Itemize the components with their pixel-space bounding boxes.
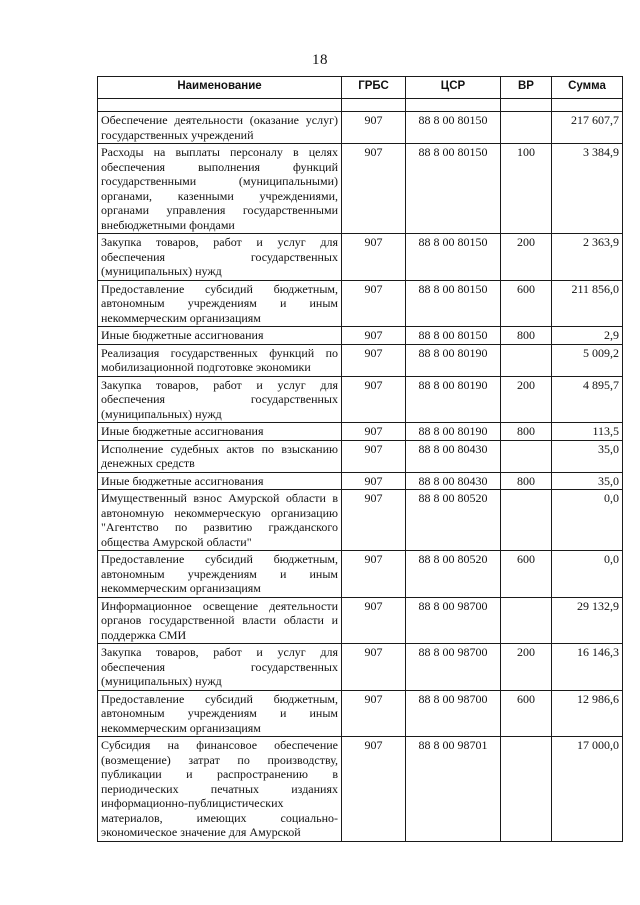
table-row (98, 644, 623, 691)
row-sum-cell: 5 009,2 (552, 344, 623, 376)
header-grbs: ГРБС (342, 77, 406, 99)
row-vr-cell (501, 440, 552, 472)
row-vr-cell (501, 344, 552, 376)
row-csr-cell: 88 8 00 80150 (406, 112, 501, 144)
table-row (98, 144, 623, 234)
row-grbs-cell: 907 (342, 327, 406, 345)
row-name-cell: Информационное освещение деятельности органов государственной власти области и поддержка СМИ (98, 597, 342, 644)
table-row (98, 472, 623, 490)
header-spacer-row (98, 99, 623, 112)
row-csr-cell: 88 8 00 80190 (406, 423, 501, 441)
row-grbs-cell: 907 (342, 112, 406, 144)
row-name-cell: Закупка товаров, работ и услуг для обеспечения государственных (муниципальных) нужд (98, 376, 342, 423)
row-name-cell: Субсидия на финансовое обеспечение (возмещение) затрат по производству, публикации и распространению в периодических печатных изданиях информационно-публицистических материалов, имеющих социально-экономическое значение для Амурской (98, 737, 342, 842)
table-row (98, 597, 623, 644)
row-vr-cell: 200 (501, 644, 552, 691)
table-row (98, 344, 623, 376)
table-row (98, 376, 623, 423)
table-row (98, 112, 623, 144)
table-row (98, 490, 623, 551)
row-name-cell: Реализация государственных функций по мобилизационной подготовке экономики (98, 344, 342, 376)
row-grbs-cell: 907 (342, 234, 406, 281)
row-csr-cell: 88 8 00 80150 (406, 234, 501, 281)
row-name-cell: Предоставление субсидий бюджетным, автономным учреждениям и иным некоммерческим организациям (98, 551, 342, 598)
row-sum-cell: 3 384,9 (552, 144, 623, 234)
row-sum-cell: 113,5 (552, 423, 623, 441)
row-sum-cell: 0,0 (552, 551, 623, 598)
budget-table (97, 76, 623, 842)
page-number: 18 (312, 52, 328, 68)
row-vr-cell (501, 737, 552, 842)
row-grbs-cell: 907 (342, 737, 406, 842)
row-name-cell: Обеспечение деятельности (оказание услуг) государственных учреждений (98, 112, 342, 144)
row-grbs-cell: 907 (342, 490, 406, 551)
row-name-cell: Закупка товаров, работ и услуг для обеспечения государственных (муниципальных) нужд (98, 234, 342, 281)
header-csr: ЦСР (406, 77, 501, 99)
row-grbs-cell: 907 (342, 644, 406, 691)
row-csr-cell: 88 8 00 80150 (406, 327, 501, 345)
row-grbs-cell: 907 (342, 440, 406, 472)
row-grbs-cell: 907 (342, 597, 406, 644)
row-vr-cell: 800 (501, 327, 552, 345)
row-csr-cell: 88 8 00 80520 (406, 551, 501, 598)
row-vr-cell: 800 (501, 423, 552, 441)
row-grbs-cell: 907 (342, 551, 406, 598)
table-row (98, 440, 623, 472)
row-name-cell: Расходы на выплаты персоналу в целях обеспечения выполнения функций государственными (муниципальными) органами, казенными учреждениями, органами управления государственными внебюджетными фондами (98, 144, 342, 234)
header-name: Наименование (98, 77, 342, 99)
row-csr-cell: 88 8 00 98700 (406, 690, 501, 737)
row-sum-cell: 12 986,6 (552, 690, 623, 737)
row-vr-cell: 200 (501, 376, 552, 423)
row-name-cell: Иные бюджетные ассигнования (98, 327, 342, 345)
row-vr-cell: 800 (501, 472, 552, 490)
row-grbs-cell: 907 (342, 280, 406, 327)
row-csr-cell: 88 8 00 80430 (406, 440, 501, 472)
row-grbs-cell: 907 (342, 690, 406, 737)
row-sum-cell: 217 607,7 (552, 112, 623, 144)
row-vr-cell: 200 (501, 234, 552, 281)
row-grbs-cell: 907 (342, 344, 406, 376)
table-header-row (98, 77, 623, 99)
row-sum-cell: 2 363,9 (552, 234, 623, 281)
row-csr-cell: 88 8 00 98701 (406, 737, 501, 842)
row-name-cell: Исполнение судебных актов по взысканию денежных средств (98, 440, 342, 472)
row-sum-cell: 4 895,7 (552, 376, 623, 423)
row-name-cell: Иные бюджетные ассигнования (98, 423, 342, 441)
row-vr-cell: 600 (501, 280, 552, 327)
row-csr-cell: 88 8 00 98700 (406, 597, 501, 644)
row-grbs-cell: 907 (342, 144, 406, 234)
row-sum-cell: 17 000,0 (552, 737, 623, 842)
row-sum-cell: 2,9 (552, 327, 623, 345)
row-sum-cell: 211 856,0 (552, 280, 623, 327)
row-grbs-cell: 907 (342, 472, 406, 490)
row-sum-cell: 16 146,3 (552, 644, 623, 691)
table-row (98, 423, 623, 441)
row-csr-cell: 88 8 00 98700 (406, 644, 501, 691)
table-row (98, 234, 623, 281)
row-grbs-cell: 907 (342, 423, 406, 441)
row-csr-cell: 88 8 00 80150 (406, 280, 501, 327)
row-vr-cell: 600 (501, 551, 552, 598)
row-vr-cell (501, 597, 552, 644)
row-csr-cell: 88 8 00 80150 (406, 144, 501, 234)
row-vr-cell: 100 (501, 144, 552, 234)
row-vr-cell (501, 112, 552, 144)
row-vr-cell (501, 490, 552, 551)
table-row (98, 280, 623, 327)
row-grbs-cell: 907 (342, 376, 406, 423)
row-name-cell: Имущественный взнос Амурской области в автономную некоммерческую организацию "Агентство по развитию гражданского общества Амурской области" (98, 490, 342, 551)
table-row (98, 690, 623, 737)
row-sum-cell: 35,0 (552, 472, 623, 490)
row-name-cell: Иные бюджетные ассигнования (98, 472, 342, 490)
row-name-cell: Предоставление субсидий бюджетным, автономным учреждениям и иным некоммерческим организациям (98, 280, 342, 327)
header-sum: Сумма (552, 77, 623, 99)
table-row (98, 551, 623, 598)
header-vr: ВР (501, 77, 552, 99)
row-csr-cell: 88 8 00 80430 (406, 472, 501, 490)
row-csr-cell: 88 8 00 80520 (406, 490, 501, 551)
row-csr-cell: 88 8 00 80190 (406, 344, 501, 376)
row-name-cell: Предоставление субсидий бюджетным, автономным учреждениям и иным некоммерческим организациям (98, 690, 342, 737)
table-body (98, 99, 623, 842)
table-row (98, 737, 623, 842)
row-csr-cell: 88 8 00 80190 (406, 376, 501, 423)
row-name-cell: Закупка товаров, работ и услуг для обеспечения государственных (муниципальных) нужд (98, 644, 342, 691)
row-sum-cell: 29 132,9 (552, 597, 623, 644)
table-row (98, 327, 623, 345)
row-sum-cell: 0,0 (552, 490, 623, 551)
row-vr-cell: 600 (501, 690, 552, 737)
row-sum-cell: 35,0 (552, 440, 623, 472)
